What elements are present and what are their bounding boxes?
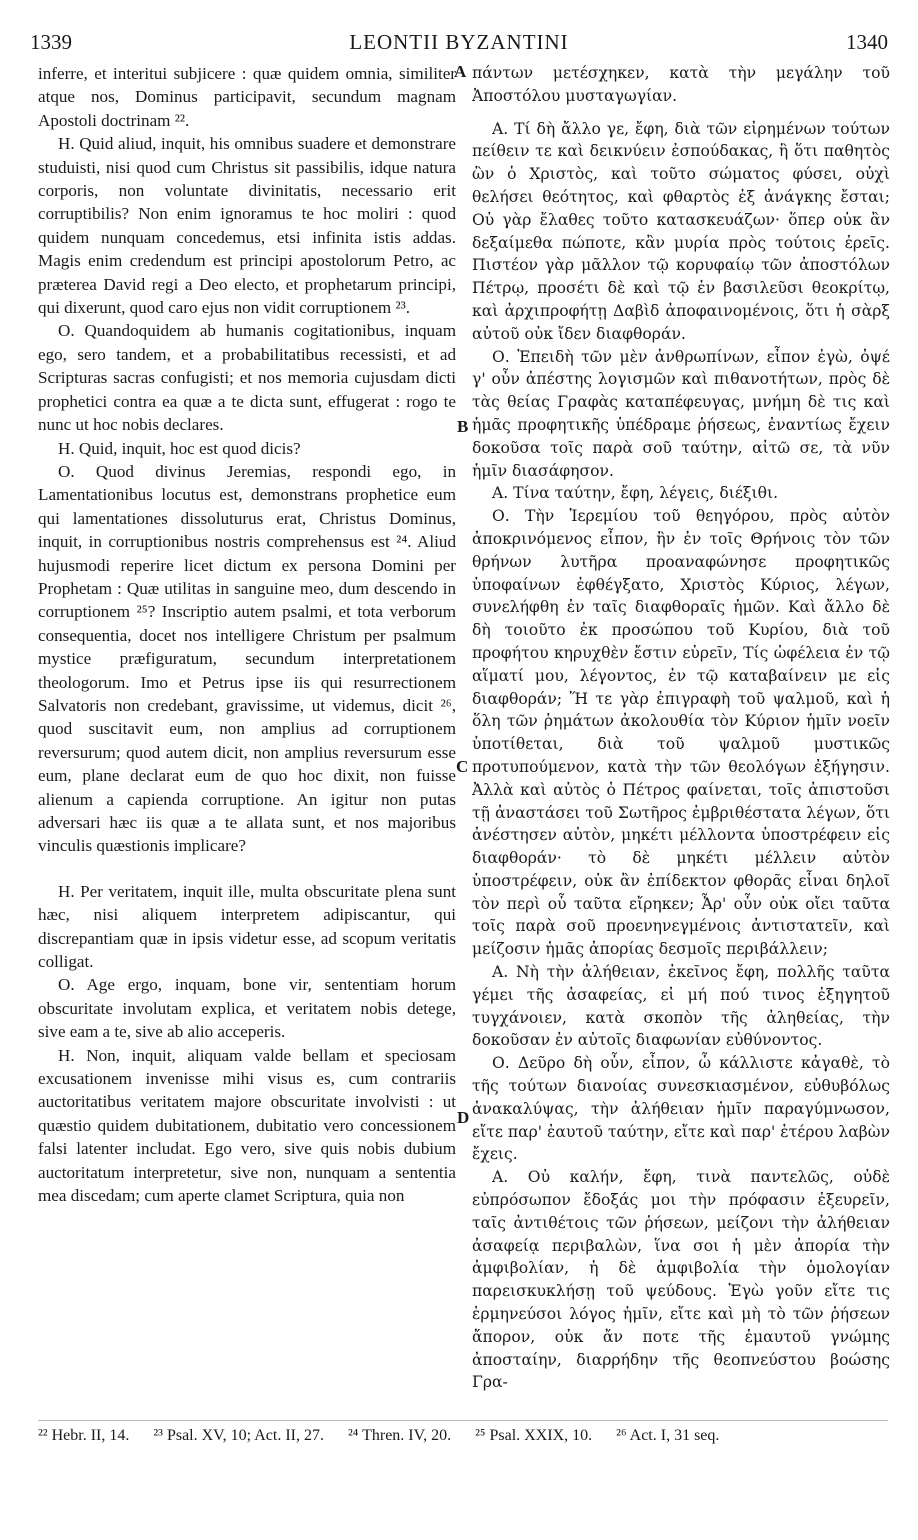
latin-paragraph: H. Quid aliud, inquit, his omnibus suadere et demonstrare studuisti, nisi quod cum Christus sit passibilis, idque natura corporis, non voluntate divinitatis, necessario erit corruptibilis? Non enim ignoramus te hoc moliri : quod quidem nunquam concedemus, etsi infinita istis addas. Magis enim credendum est principi apostolorum Petro, ac præterea David regi a Deo electo, et prophetarum principi, qui dixerunt, quod caro ejus non vidit corruptionem ²³. [38, 134, 456, 318]
margin-letter-b: B [457, 417, 469, 436]
greek-paragraph: Α. Οὐ καλήν, ἔφη, τινὰ παντελῶς, οὐδὲ εὐπρόσωπον ἔδοξάς μοι τὴν πρόφασιν ἐξευρεῖν, ταῖς ἀντιθέτοις τῶν ῥήσεων, μείζονι τὴν ἀλήθειαν ἀσαφείᾳ περιβαλὼν, ἵνα σοι ἡ μὲν ἀπορία τὴν ἀμφιβολίαν, ἡ δὲ ἀμφιβολία τὴν ὁμολογίαν παρεισκυκλήσῃ τοῦ ψεύδους. Ἐγὼ γοῦν εἴτε τις ἑρμηνεύσοι λόγος ἡμῖν, εἴτε καὶ μὴ τὸ τῶν ῥήσεων ἄπορον, οὐκ ἄν ποτε τῆς ἐμαυτοῦ γνώμης ἀποσταίην, διαρρήδην τῆς θεοπνεύστου βοώσης Γρα- [472, 1168, 890, 1392]
paragraph-gap [472, 108, 890, 118]
latin-paragraph: H. Per veritatem, inquit ille, multa obscuritate plena sunt hæc, nisi aliquem interpretem adipiscantur, qui discrepantiam quæ in ipsis videtur esse, ad scopum veritatis colligat. [38, 881, 456, 972]
latin-paragraph: O. Age ergo, inquam, bone vir, sententiam horum obscuritate involutam explica, et veritatem nobis detege, sive eam a te, sive ab alio acceperis. [38, 975, 456, 1042]
running-title: LEONTII BYZANTINI [349, 30, 569, 54]
paragraph-gap [38, 858, 456, 880]
footnote: ²⁶ Act. I, 31 seq. [616, 1427, 720, 1444]
latin-paragraph: O. Quod divinus Jeremias, respondi ego, in Lamentationibus locutus est, demonstrans prophetice eum qui lamentationes dissoluturus erat, Christus Dominus, inquit, in corruptionibus nostris comprehensus est ²⁴. Aliud hujusmodi reperire licet dictum ex persona Domini per Prophetam : Quæ utilitas in sanguine meo, dum descendo in corruptionem ²⁵? Inscriptio autem psalmi, et tota verborum consequentia, docet nos intelligere Christum per psalmum mystice præfiguratum, secundum interpretationem theologorum. Imo et Petrus ipse iis qui resurrectionem Salvatoris non credebant, gravissime, ut videmus, dicit ²⁶, quod suscitavit eum, non amplius ad corruptionem reversurum; quod autem dicit, non amplius reversurum esse eum, plane declarat eum de quo hoc dixit, non fuisse alienum a capienda corruptione. An igitur non putas adversari hæc iis quæ a te allata sunt, et nos majoribus vinculis quæstionis implicare? [38, 461, 456, 856]
latin-paragraph: O. Quandoquidem ab humanis cogitationibus, inquam ego, sero tandem, et a probabilitatibus recessisti, et ad Scripturas sacras confugisti; et nos memoria cujusdam dicti prophetici contra ea quæ a te dicta sunt, effugerat : rogo te nunc ut hoc nobis declares. [38, 321, 456, 435]
footnote: ²³ Psal. XV, 10; Act. II, 27. [153, 1427, 324, 1444]
running-header [30, 30, 888, 60]
footnote: ²⁵ Psal. XXIX, 10. [475, 1427, 593, 1444]
footnote: ²² Hebr. II, 14. [38, 1427, 130, 1444]
greek-column [472, 62, 890, 1422]
greek-paragraph: Ο. Ἐπειδὴ τῶν μὲν ἀνθρωπίνων, εἶπον ἐγὼ, ὀψέ γ' οὖν ἀπέστης λογισμῶν καὶ πιθανοτήτων, πρὸς δὲ τὰς θείας Γραφὰς καταπέφευγας, μνήμη δὲ τις καὶ ἡμᾶς προφητικῆς ὑπέδραμε ῥήσεως, ἐναντίως ἔχειν δοκοῦσα τοῖς παρὰ σοῦ ταύτην, αἰτῶ σε, τὰ νῦν ἡμῖν διασάφησον. [472, 347, 890, 480]
latin-paragraph: H. Non, inquit, aliquam valde bellam et speciosam excusationem invenisse mihi visus es, cum contrariis auctoritatibus veritatem majore obscuritate involvisti : ut quæstio quidem dubitationem, dubitatio vero concessionem falsi latenter includat. Ego vero, sive quis nobis dubium auctoritatum interpretetur, sive non, nunquam a sententia mea discedam; cum aperte clamet Scriptura, quia non [38, 1045, 456, 1206]
page-number-right: 1340 [846, 30, 888, 54]
greek-paragraph: Α. Νὴ τὴν ἀλήθειαν, ἐκεῖνος ἔφη, πολλῆς ταῦτα γέμει τῆς ἀσαφείας, εἰ μή πού τινος ἐξηγητοῦ τυγχάνοιεν, κατὰ σκοπὸν τῆς ἀληθείας, τὴν δοκοῦσαν ἐν αὐτοῖς διαφωνίαν εὐθύνοντος. [472, 963, 890, 1050]
margin-letter-c: C [456, 757, 469, 776]
page-number-left: 1339 [30, 30, 72, 54]
greek-paragraph: Α. Τίνα ταύτην, ἔφη, λέγεις, διέξιθι. [492, 484, 779, 503]
latin-column [38, 62, 456, 1422]
margin-letter-d: D [457, 1108, 470, 1127]
greek-paragraph: Ο. Δεῦρο δὴ οὖν, εἶπον, ὦ κάλλιστε κἀγαθὲ, τὸ τῆς τούτων διανοίας συνεσκιασμένον, εὐθυβόλως ἀνακαλύψας, τὴν ἀλήθειαν ἡμῖν παραγύμνωσον, εἴτε παρ' ἑαυτοῦ ταύτην, εἴτε καὶ παρ' ἑτέρου λαβὼν ἔχεις. [472, 1054, 890, 1164]
margin-letter-a: A [454, 62, 467, 81]
greek-paragraph: Ο. Τὴν Ἱερεμίου τοῦ θεηγόρου, πρὸς αὐτὸν ἀποκρινόμενος εἶπον, ἣν ἐν τοῖς Θρήνοις τὸν τῶν θρήνων λυτῆρα προαναφώνησε προφητικῶς ὑποφαίνων ἐφθέγξατο, Χριστὸς Κύριος, λέγων, συνελήφθη ἐν ταῖς διαφθοραῖς ἡμῶν. Καὶ ἄλλο δὲ δὴ τοιοῦτο ἐκ προσώπου τοῦ Κυρίου, διὰ τοῦ προφήτου κηρυχθὲν ἔστιν εὑρεῖν, Τίς ὠφέλεια ἐν τῷ αἵματί μου, λέγοντος, ἐν τῷ καταβαίνειν με εἰς διαφθοράν; Ἥ τε γὰρ ἐπιγραφὴ τοῦ ψαλμοῦ, καὶ ἡ ὅλη τῶν ῥημάτων ἀκολουθία τὸν Κύριον ἡμῖν νοεῖν ὑποτίθεται, διὰ τοῦ ψαλμοῦ μυστικῶς προτυπούμενον, κατὰ τὴν τῶν θεολόγων ἐξήγησιν. Ἀλλὰ καὶ αὐτὸς ὁ Πέτρος φαίνεται, τοῖς ἀπιστοῦσι τῇ ἀναστάσει τοῦ Σωτῆρος ἐμβριθέστατα λέγων, ὅτι ἀνέστησεν αὐτὸν, μηκέτι μέλλοντα ὑποστρέφειν εἰς διαφθοράν· τὸ δὲ μηκέτι μέλλειν αὐτὸν ὑποστρέφειν, οὐκ ἂν ἐπίδεκτον φθορᾶς εἶναι δηλοῖ τὸν περὶ οὗ ταῦτα εἴρηκεν; Ἆρ' οὖν οὐκ οἴει ταῦτα τοῖς παρὰ σοῦ προενηνεγμένοις ἀντιστατεῖν, καὶ μείζοσιν ἡμᾶς ἀπορίας δεσμοῖς περιβάλλειν; [472, 507, 890, 959]
greek-paragraph: πάντων μετέσχηκεν, κατὰ τὴν μεγάλην τοῦ Ἀποστόλου μυσταγωγίαν. [472, 64, 890, 105]
latin-paragraph: inferre, et interitui subjicere : quæ quidem omnia, similiter atque nos, Dominus participavit, secundum magnam Apostoli doctrinam ²². [38, 64, 456, 130]
latin-paragraph: H. Quid, inquit, hoc est quod dicis? [58, 438, 301, 458]
footnotes [38, 1425, 898, 1447]
footnote: ²⁴ Thren. IV, 20. [348, 1427, 452, 1444]
footnote-divider [38, 1420, 888, 1421]
greek-paragraph: Α. Τί δὴ ἄλλο γε, ἔφη, διὰ τῶν εἰρημένων τούτων πείθειν τε καὶ δεικνύειν ἐσπούδακας, ἢ ὅτι παθητὸς ὢν ὁ Χριστὸς, καὶ τοῦτο σώματος φύσει, οὐχὶ θελήσει θεότητος, καὶ φθαρτὸς ἐξ ἀνάγκης ἔσται; Οὐ γὰρ ἔλαθες τοῦτο κατασκευάζων· ὅπερ οὐκ ἂν δεξαίμεθα πώποτε, κἂν μυρία πρὸς τούτοις ἐρεῖς. Πιστέον γὰρ μᾶλλον τῷ κορυφαίῳ τῶν ἀποστόλων Πέτρῳ, προσέτι δὲ καὶ τῷ ἐν βασιλεῦσι θεοκρίτῳ, καὶ ἀρχιπροφήτῃ Δαβὶδ ἀποφαινομένοις, ὅτι ἡ σὰρξ αὐτοῦ οὐκ ἴδεν διαφθοράν. [472, 119, 890, 343]
